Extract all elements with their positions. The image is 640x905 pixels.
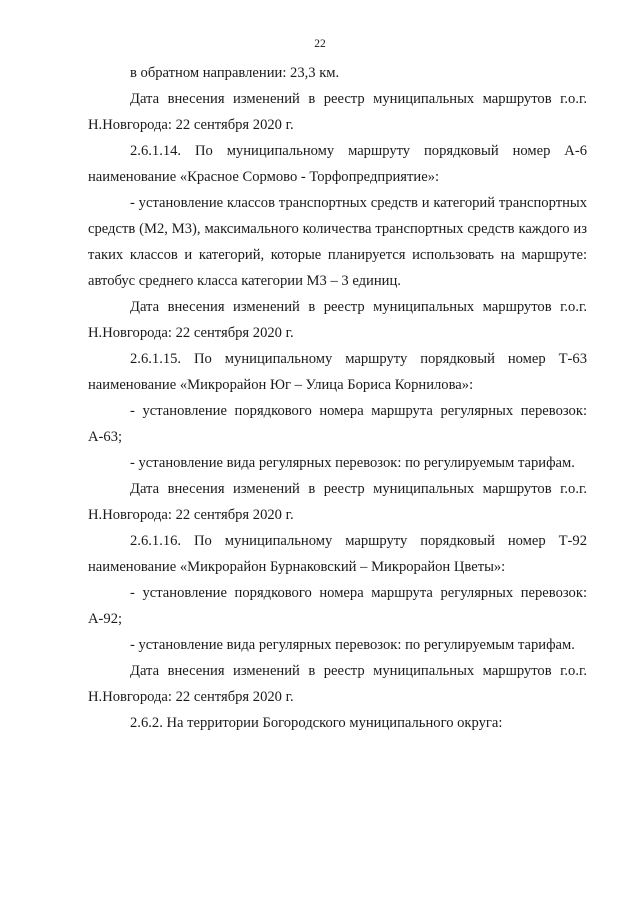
- paragraph: 2.6.1.16. По муниципальному маршруту порядковый номер Т-92 наименование «Микрорайон Бурнаковский – Микрорайон Цветы»:: [88, 533, 587, 575]
- paragraph: - установление вида регулярных перевозок: по регулируемым тарифам.: [130, 637, 575, 653]
- paragraph: Дата внесения изменений в реестр муниципальных маршрутов г.о.г. Н.Новгорода: 22 сентября 2020 г.: [88, 481, 587, 523]
- paragraph: Дата внесения изменений в реестр муниципальных маршрутов г.о.г. Н.Новгорода: 22 сентября 2020 г.: [88, 91, 587, 133]
- paragraph: в обратном направлении: 23,3 км.: [130, 65, 340, 81]
- paragraph: - установление порядкового номера маршрута регулярных перевозок: А-92;: [88, 585, 587, 627]
- paragraph: Дата внесения изменений в реестр муниципальных маршрутов г.о.г. Н.Новгорода: 22 сентября 2020 г.: [88, 663, 587, 705]
- paragraph: - установление классов транспортных средств и категорий транспортных средств (М2, М3), максимального количества транспортных средств каждого из таких классов и категорий, которые планируется использовать на маршруте: автобус среднего класса категории М3 – 3 единиц.: [88, 195, 587, 289]
- paragraph: - установление порядкового номера маршрута регулярных перевозок: А-63;: [88, 403, 587, 445]
- paragraph: 2.6.2. На территории Богородского муниципального округа:: [130, 715, 503, 731]
- paragraph: 2.6.1.15. По муниципальному маршруту порядковый номер Т-63 наименование «Микрорайон Юг – Улица Бориса Корнилова»:: [88, 351, 587, 393]
- paragraph: - установление вида регулярных перевозок: по регулируемым тарифам.: [130, 455, 575, 471]
- paragraph: 2.6.1.14. По муниципальному маршруту порядковый номер А-6 наименование «Красное Сормово - Торфопредприятие»:: [88, 143, 587, 185]
- paragraph: Дата внесения изменений в реестр муниципальных маршрутов г.о.г. Н.Новгорода: 22 сентября 2020 г.: [88, 299, 587, 341]
- document-body: [88, 60, 587, 736]
- page-number: 22: [314, 38, 326, 50]
